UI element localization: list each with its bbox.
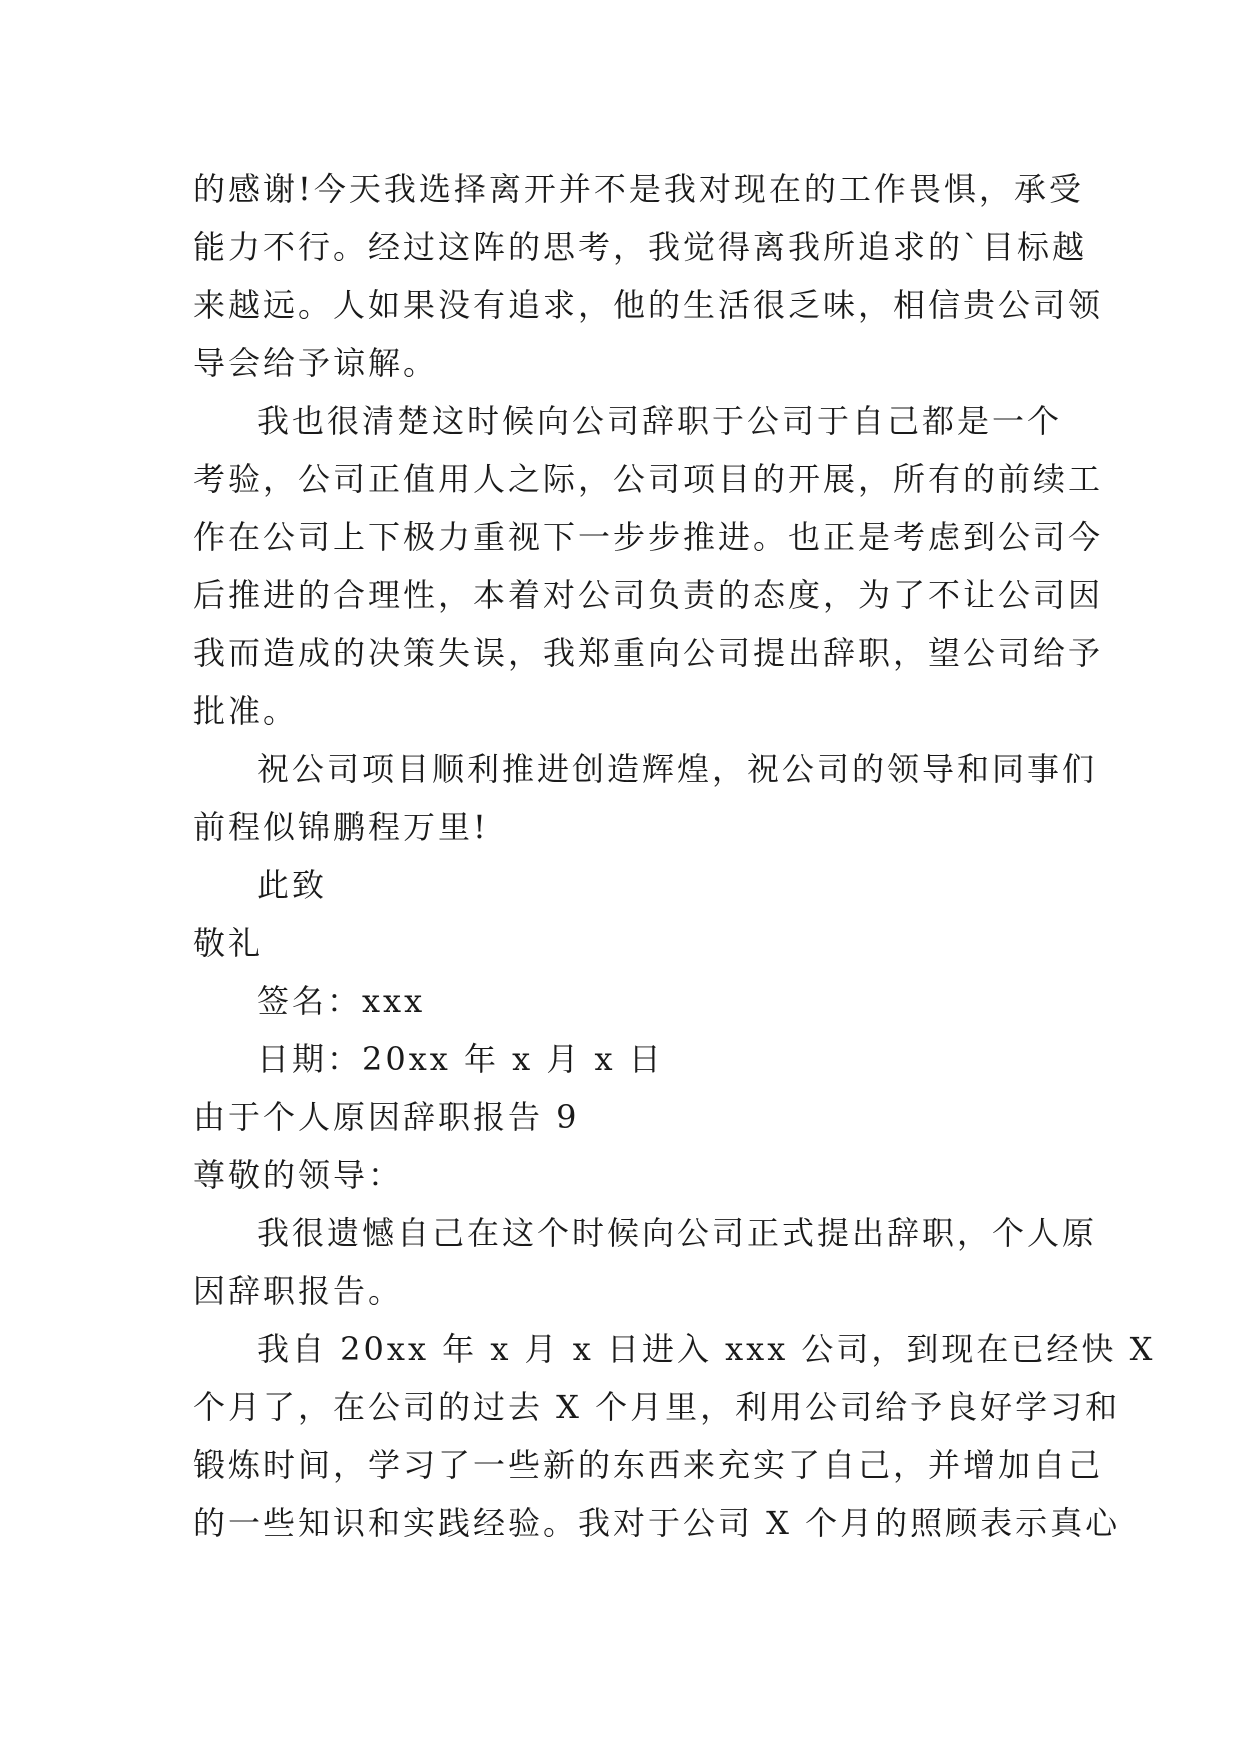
text-line: 的一些知识和实践经验。我对于公司 X 个月的照顾表示真心 <box>193 1504 1121 1542</box>
text-line: 因辞职报告。 <box>193 1272 404 1310</box>
text-line: 前程似锦鹏程万里! <box>193 808 489 846</box>
text-line: 导会给予谅解。 <box>193 344 439 382</box>
text-line: 个月了，在公司的过去 X 个月里，利用公司给予良好学习和 <box>193 1388 1121 1426</box>
date-line: 日期：20xx 年 x 月 x 日 <box>257 1040 664 1078</box>
text-line: 后推进的合理性，本着对公司负责的态度，为了不让公司因 <box>193 576 1104 614</box>
text-line: 锻炼时间，学习了一些新的东西来充实了自己，并增加自己 <box>193 1446 1104 1484</box>
paragraph-1 <box>193 160 1104 392</box>
paragraph-2 <box>193 392 1104 740</box>
text-line: 我而造成的决策失误，我郑重向公司提出辞职，望公司给予 <box>193 634 1104 672</box>
salutation: 尊敬的领导： <box>193 1156 404 1194</box>
text-line: 我自 20xx 年 x 月 x 日进入 xxx 公司，到现在已经快 X <box>257 1330 1156 1368</box>
text-line: 批准。 <box>193 692 299 730</box>
closing-jing-li: 敬礼 <box>193 924 264 962</box>
text-line: 祝公司项目顺利推进创造辉煌，祝公司的领导和同事们 <box>257 750 1098 788</box>
paragraph-4 <box>193 1204 1098 1320</box>
section-title: 由于个人原因辞职报告 9 <box>193 1098 580 1136</box>
paragraph-5 <box>193 1320 1156 1552</box>
text-line: 的感谢!今天我选择离开并不是我对现在的工作畏惧，承受 <box>193 170 1084 208</box>
document-body <box>193 160 1156 1552</box>
text-line: 能力不行。经过这阵的思考，我觉得离我所追求的`目标越 <box>193 228 1088 266</box>
text-line: 我很遗憾自己在这个时候向公司正式提出辞职，个人原 <box>257 1214 1098 1252</box>
closing-ci-zhi: 此致 <box>257 866 328 904</box>
signature-line: 签名：xxx <box>257 982 426 1020</box>
paragraph-3 <box>193 740 1098 856</box>
text-line: 考验，公司正值用人之际，公司项目的开展，所有的前续工 <box>193 460 1104 498</box>
text-line: 我也很清楚这时候向公司辞职于公司于自己都是一个 <box>257 402 1063 440</box>
text-line: 来越远。人如果没有追求，他的生活很乏味，相信贵公司领 <box>193 286 1104 324</box>
text-line: 作在公司上下极力重视下一步步推进。也正是考虑到公司今 <box>193 518 1104 556</box>
